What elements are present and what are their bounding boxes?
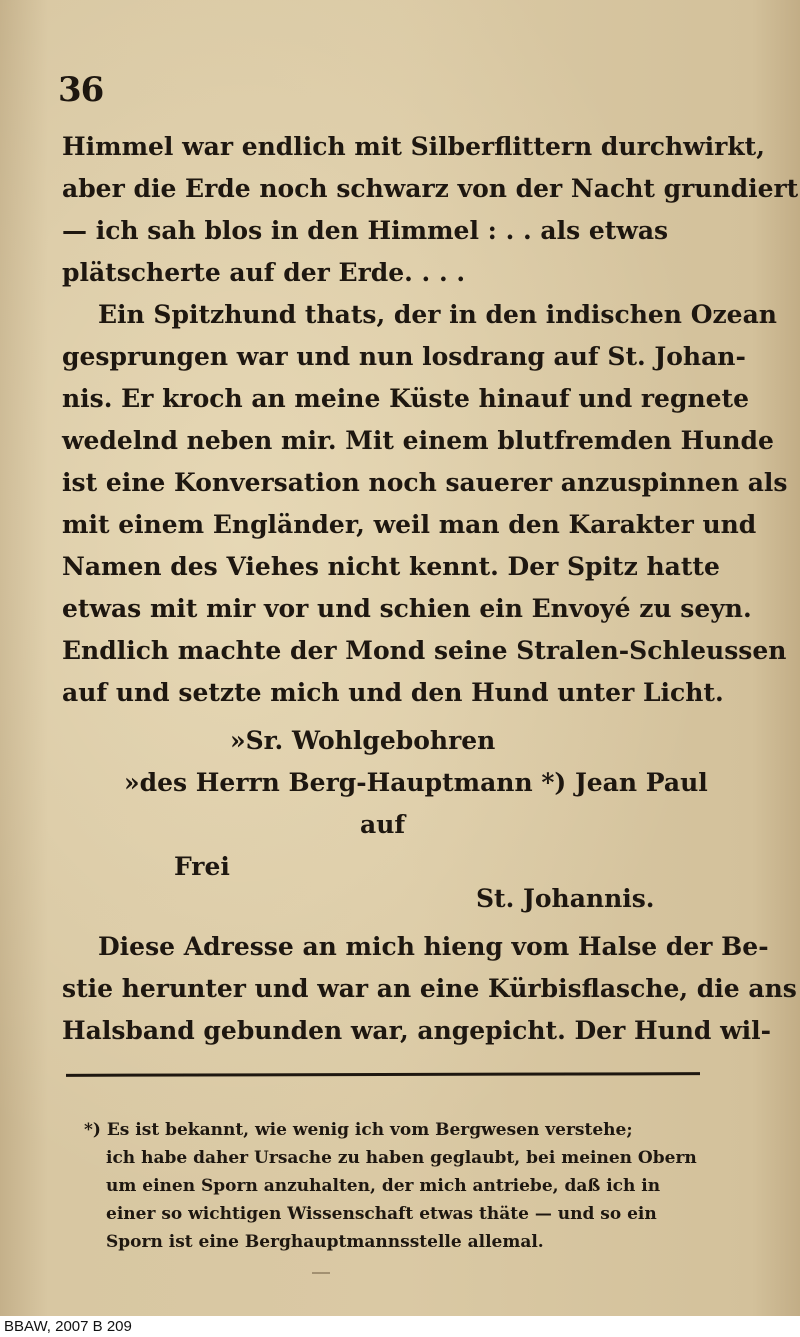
text-line: nis. Er kroch an meine Küste hinauf und regnete <box>62 384 749 413</box>
address-line-5: St. Johannis. <box>476 884 655 913</box>
address-line-3: auf <box>360 810 406 839</box>
main-text <box>62 126 799 714</box>
footnote-line: um einen Sporn anzuhalten, der mich antriebe, daß ich in <box>106 1176 661 1196</box>
footnote-line: *) Es ist bekannt, wie wenig ich vom Bergwesen verstehe; <box>84 1120 633 1140</box>
text-line: Endlich machte der Mond seine Stralen-Schleussen <box>62 636 787 665</box>
text-line: Himmel war endlich mit Silberflittern durchwirkt, <box>62 132 765 161</box>
page-number: 36 <box>58 70 104 110</box>
text-line: stie herunter und war an eine Kürbisflasche, die ans <box>62 974 797 1003</box>
text-line: Ein Spitzhund thats, der in den indischen Ozean <box>98 300 777 329</box>
text-line: Namen des Viehes nicht kennt. Der Spitz hatte <box>62 552 720 581</box>
footnote <box>84 1116 704 1256</box>
text-line: gesprungen war und nun losdrang auf St. Johan- <box>62 342 746 371</box>
text-line: mit einem Engländer, weil man den Karakter und <box>62 510 757 539</box>
text-line: auf und setzte mich und den Hund unter Licht. <box>62 678 724 707</box>
text-line: ist eine Konversation noch sauerer anzuspinnen als <box>62 468 788 497</box>
footnote-line: einer so wichtigen Wissenschaft etwas thäte — und so ein <box>106 1204 657 1224</box>
text-line: Diese Adresse an mich hieng vom Halse der Be- <box>98 932 769 961</box>
text-line: etwas mit mir vor und schien ein Envoyé zu seyn. <box>62 594 752 623</box>
address-line-4: Frei <box>174 852 230 881</box>
text-line: wedelnd neben mir. Mit einem blutfremden Hunde <box>62 426 774 455</box>
ink-mark <box>312 1272 330 1274</box>
text-line: — ich sah blos in den Himmel : . . als etwas <box>62 216 669 245</box>
text-line: plätscherte auf der Erde. . . . <box>62 258 466 287</box>
text-line: aber die Erde noch schwarz von der Nacht grundiert <box>62 174 799 203</box>
caption-bar <box>0 1316 800 1337</box>
address-line-2: »des Herrn Berg-Hauptmann *) Jean Paul <box>124 768 708 797</box>
footnote-line: ich habe daher Ursache zu haben geglaubt, bei meinen Obern <box>106 1148 697 1168</box>
continued-text <box>62 926 797 1052</box>
footnote-divider <box>66 1072 700 1077</box>
address-line-1: »Sr. Wohlgebohren <box>230 726 496 755</box>
footnote-line: Sporn ist eine Berghauptmannsstelle allemal. <box>106 1232 544 1252</box>
text-line: Halsband gebunden war, angepicht. Der Hund wil- <box>62 1016 771 1045</box>
source-caption: BBAW, 2007 B 209 <box>4 1318 132 1335</box>
